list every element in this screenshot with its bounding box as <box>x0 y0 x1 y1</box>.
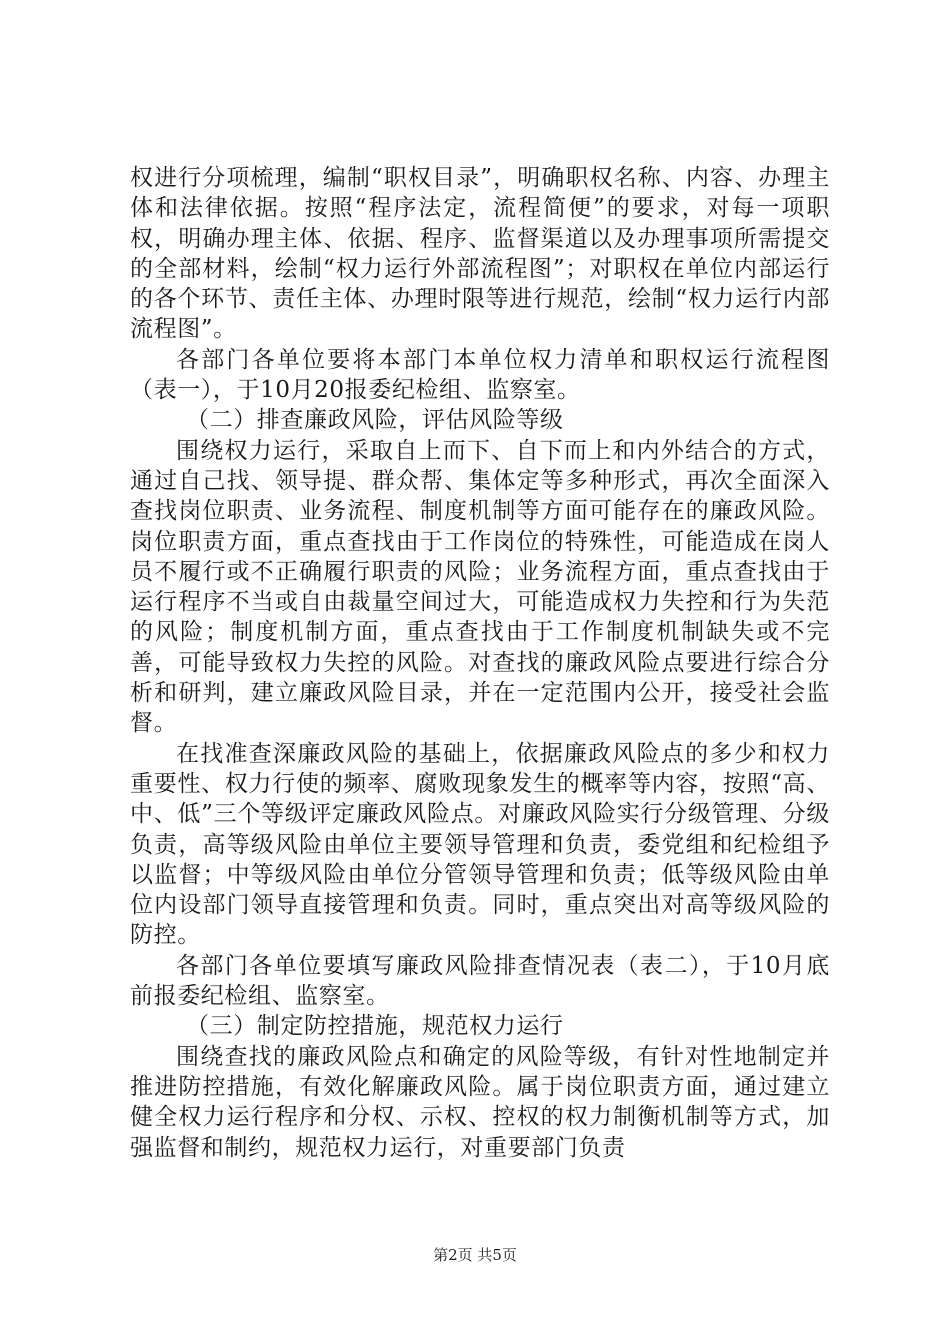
paragraph-submission-table-one: 各部门各单位要将本部门本单位权力清单和职权运行流程图（表一），于10月20报委纪检组、监察室。 <box>130 346 830 404</box>
paragraph-control-measures: 围绕查找的廉政风险点和确定的风险等级，有针对性地制定并推进防控措施，有效化解廉政风险。属于岗位职责方面，通过建立健全权力运行程序和分权、示权、控权的权力制衡机制等方式，加强监督和制约，规范权力运行，对重要部门负责 <box>130 1043 830 1161</box>
section-heading-two: （二）排查廉政风险，评估风险等级 <box>186 407 564 434</box>
paragraph-submission-table-two: 各部门各单位要填写廉政风险排查情况表（表二），于10月底前报委纪检组、监察室。 <box>130 952 830 1010</box>
page-number-footer: 第2页 共5页 <box>433 1246 517 1264</box>
paragraph-risk-grading: 在找准查深廉政风险的基础上，依据廉政风险点的多少和权力重要性、权力行使的频率、腐败现象发生的概率等内容，按照“高、中、低”三个等级评定廉政风险点。对廉政风险实行分级管理、分级负责，高等级风险由单位主要领导管理和负责，委党组和纪检组予以监督；中等级风险由单位分管领导管理和负责；低等级风险由单位内设部门领导直接管理和负责。同时，重点突出对高等级风险的防控。 <box>130 740 830 949</box>
paragraph-risk-investigation: 围绕权力运行，采取自上而下、自下而上和内外结合的方式，通过自己找、领导提、群众帮、集体定等多种形式，再次全面深入查找岗位职责、业务流程、制度机制等方面可能存在的廉政风险。岗位职责方面，重点查找由于工作岗位的特殊性，可能造成在岗人员不履行或不正确履行职责的风险；业务流程方面，重点查找由于运行程序不当或自由裁量空间过大，可能造成权力失控和行为失范的风险；制度机制方面，重点查找由于工作制度机制缺失或不完善，可能导致权力失控的风险。对查找的廉政风险点要进行综合分析和研判，建立廉政风险目录，并在一定范围内公开，接受社会监督。 <box>130 437 830 737</box>
section-heading-three: （三）制定防控措施，规范权力运行 <box>186 1013 564 1040</box>
paragraph-continuation: 权进行分项梳理，编制“职权目录”，明确职权名称、内容、办理主体和法律依据。按照“程序法定，流程简便”的要求，对每一项职权，明确办理主体、依据、程序、监督渠道以及办理事项所需提交的全部材料，绘制“权力运行外部流程图”；对职权在单位内部运行的各个环节、责任主体、办理时限等进行规范，绘制“权力运行内部流程图”。 <box>130 165 830 343</box>
document-body <box>130 163 830 1163</box>
